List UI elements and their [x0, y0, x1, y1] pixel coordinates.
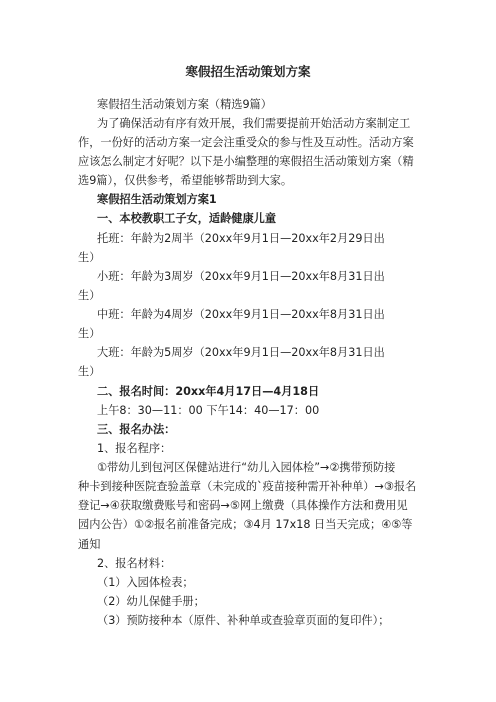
material-item: （1）入园体检表； — [97, 576, 194, 589]
procedure-line: 通知 — [78, 538, 101, 551]
intro-line: 应该怎么制定才好呢？以下是小编整理的寒假招生活动策划方案（精 — [78, 155, 414, 168]
material-item: （2）幼儿保健手册； — [97, 595, 205, 608]
procedure-line: ①带幼儿到包河区保健站进行“幼儿入园体检”→②携带预防接 — [97, 461, 396, 474]
procedure-line: 园内公告）①②报名前准备完成；③4月 17x18 日当天完成；④⑤等 — [78, 518, 413, 531]
subtitle: 寒假招生活动策划方案（精选9篇） — [97, 98, 272, 111]
procedure-heading: 1、报名程序： — [97, 442, 172, 455]
section-heading: 寒假招生活动策划方案1 — [97, 193, 217, 206]
part2-heading: 二、报名时间：20xx年4月17日—4月18日 — [97, 385, 320, 398]
part1-heading: 一、本校教职工子女，适龄健康儿童 — [97, 212, 277, 225]
intro-line: 为了确保活动有序有效开展，我们需要提前开始活动方案制定工 — [97, 117, 411, 130]
class-line-cont: 生） — [78, 289, 101, 302]
procedure-line: 登记→④获取缴费账号和密码→⑤网上缴费（具体操作方法和费用见 — [78, 499, 408, 512]
intro-line: 作，一份好的活动方案一定会注重受众的参与性及互动性。活动方案 — [78, 136, 414, 149]
class-line-cont: 生） — [78, 327, 101, 340]
intro-line: 选9篇），仅供参考，希望能够帮助到大家。 — [78, 174, 293, 187]
class-line-cont: 生） — [78, 251, 101, 264]
part2-time: 上午8：30—11：00 下午14：40—17：00 — [97, 404, 320, 417]
procedure-line: 种卡到接种医院查验盖章（未完成的`疫苗接种需开补种单）→③报名 — [78, 480, 417, 493]
page-title: 寒假招生活动策划方案 — [185, 64, 311, 79]
class-line: 小班：年龄为3周岁（20xx年9月1日—20xx年8月31日出 — [97, 270, 385, 283]
class-line: 托班：年龄为2周半（20xx年9月1日—20xx年2月29日出 — [97, 232, 385, 245]
class-line-cont: 生） — [78, 365, 101, 378]
class-line: 大班：年龄为5周岁（20xx年9月1日—20xx年8月31日出 — [97, 346, 385, 359]
part3-heading: 三、报名办法： — [97, 423, 176, 436]
class-line: 中班：年龄为4周岁（20xx年9月1日—20xx年8月31日出 — [97, 308, 385, 321]
materials-heading: 2、报名材料： — [97, 557, 172, 570]
material-item: （3）预防接种本（原件、补种单或查验章页面的复印件）； — [97, 614, 390, 627]
